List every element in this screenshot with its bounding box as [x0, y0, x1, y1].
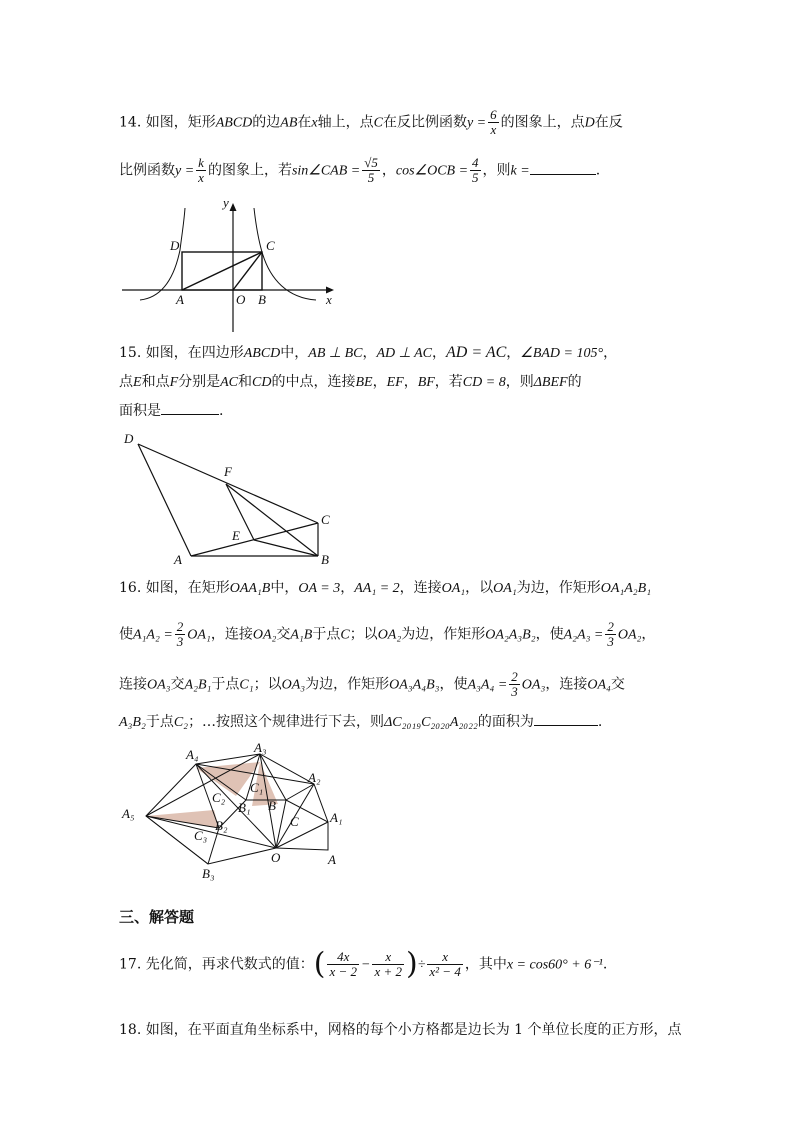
label-A: A — [328, 852, 336, 867]
q14-math: cos∠OCB = — [395, 163, 469, 179]
q16-math: A₃A₄ = — [467, 677, 508, 693]
q17-fraction — [372, 950, 404, 979]
q14-math: C — [373, 115, 383, 131]
q17-math: − — [360, 957, 371, 973]
q16-text: ， — [340, 580, 355, 596]
q16-text: 交 — [170, 676, 185, 693]
q16-math: C — [340, 627, 350, 643]
q16-text: ；以 — [253, 676, 282, 693]
q15-line-3 — [119, 401, 223, 421]
label-C3: C₃ — [194, 828, 208, 843]
label-A5: A₅ — [122, 806, 135, 821]
numerator: 2 — [176, 619, 184, 634]
q16-text: 交 — [610, 676, 625, 693]
q14-number: 14. — [119, 114, 142, 131]
label-B1: B₁ — [238, 800, 251, 815]
q16-text: ，连接 — [210, 626, 253, 643]
q16-math: OA₂ — [377, 627, 402, 643]
q14-math: D — [584, 115, 595, 131]
q16-math: OA₂A₃B₂ — [485, 627, 536, 643]
denominator: x − 2 — [329, 964, 357, 979]
q16-math: A₃B₂ — [119, 715, 146, 730]
label-E: E — [232, 528, 240, 543]
q16-text: ，使 — [535, 626, 564, 643]
answer-blank[interactable] — [530, 174, 596, 175]
label-C: C — [290, 814, 299, 829]
figure-16 — [118, 740, 350, 890]
q14-fraction — [196, 156, 206, 185]
denominator: 3 — [607, 634, 614, 649]
q16-math: OA₂ — [617, 627, 642, 643]
q16-text: 中， — [270, 580, 299, 596]
paren-open: ( — [313, 946, 326, 982]
q16-math: OA₃ — [281, 677, 306, 693]
q14-text: . — [595, 162, 601, 179]
answer-blank[interactable] — [161, 414, 219, 415]
q15-text: ，则 — [505, 374, 534, 390]
q15-text: . — [219, 403, 224, 419]
q14-math: x — [311, 115, 318, 131]
q16-math: ΔC₂₀₁₉C₂₀₂₀A₂₀₂₂ — [384, 715, 478, 730]
q16-line-4 — [119, 712, 602, 733]
label-B: B — [321, 552, 329, 567]
denominator: 3 — [511, 684, 518, 699]
q18-text: 如图，在平面直角坐标系中，网格的每个小方格都是边长为 1 个单位长度的正方形，点 — [145, 1022, 682, 1038]
q14-text: 的图象上，若 — [207, 162, 292, 179]
q16-text: 于点 — [211, 676, 240, 693]
q17-text: . — [602, 956, 608, 973]
label-y: y — [223, 195, 229, 210]
q16-math: OA₃A₄B₃ — [389, 677, 440, 693]
q15-text: 点 — [119, 374, 133, 390]
q15-math: ΔBEF — [533, 375, 568, 390]
q14-text: 轴上，点 — [317, 114, 374, 131]
q15-text: ，若 — [434, 374, 463, 390]
denominator: x + 2 — [374, 964, 402, 979]
label-A: A — [176, 292, 184, 307]
q16-text: ，使 — [439, 676, 468, 693]
numerator: 4x — [327, 950, 359, 965]
q16-math: OA = 3 — [298, 581, 341, 596]
label-A2: A₂ — [308, 770, 321, 785]
q14-text: 在 — [297, 114, 312, 131]
q15-math: ∠BAD = 105° — [520, 346, 604, 361]
label-D: D — [170, 238, 180, 253]
numerator: 2 — [607, 619, 614, 634]
q16-text: 于点 — [145, 714, 174, 730]
q16-text: ；以 — [349, 626, 378, 643]
q14-fraction — [362, 156, 380, 185]
q16-fraction — [509, 670, 520, 699]
q14-text: 在反 — [594, 114, 623, 131]
q14-fraction — [488, 108, 499, 137]
q17-line — [119, 946, 608, 982]
q14-text: 在反比例函数 — [382, 114, 467, 131]
q15-math: CD = 8 — [462, 375, 506, 390]
q15-text: 如图，在四边形 — [145, 345, 244, 361]
q16-math: OA₁ — [187, 627, 211, 643]
q16-math: OA₃ — [521, 677, 546, 693]
q16-line-2 — [119, 620, 655, 649]
q16-math: C₁ — [239, 677, 254, 693]
q14-math: y = — [466, 115, 487, 131]
figure-14 — [118, 194, 340, 336]
numerator: √5 — [364, 155, 378, 170]
denominator: x — [198, 170, 204, 185]
q16-math: OAA₁B — [229, 581, 271, 596]
denominator: x² − 4 — [429, 964, 461, 979]
numerator: x — [372, 950, 404, 965]
q16-fraction — [175, 620, 186, 649]
q14-text: 的图象上，点 — [500, 114, 585, 131]
label-C: C — [266, 238, 275, 253]
q15-text: 的中点，连接 — [271, 374, 356, 390]
q14-fraction — [470, 156, 481, 185]
q15-text: ， — [403, 374, 418, 390]
q16-line-3 — [119, 670, 625, 699]
q14-text: 比例函数 — [119, 162, 175, 179]
q15-math: BE — [355, 375, 373, 390]
label-O: O — [271, 850, 281, 865]
label-C: C — [321, 512, 330, 527]
denominator: 5 — [472, 170, 479, 185]
q16-text: . — [597, 714, 603, 730]
q15-math: AD = AC — [445, 344, 507, 361]
q16-text: 的面积为 — [477, 714, 534, 730]
label-B: B — [268, 798, 276, 813]
q16-text: 交 — [276, 626, 291, 643]
q16-text: 使 — [119, 626, 133, 643]
q16-math: OA₁ — [441, 581, 466, 596]
q17-number: 17. — [119, 956, 142, 973]
label-A4: A₄ — [186, 747, 199, 762]
q17-math: x = cos60° + 6⁻¹ — [506, 957, 603, 973]
q16-line-1 — [119, 578, 651, 599]
q16-fraction — [605, 620, 616, 649]
q14-line-1 — [119, 108, 623, 137]
q15-text: ， — [362, 345, 377, 361]
q16-math: OA₃ — [147, 677, 171, 693]
q16-math: C₂ — [173, 715, 189, 730]
q18-line — [119, 1020, 682, 1040]
q16-math: A₂B₁ — [184, 677, 212, 693]
q15-text: ， — [506, 345, 521, 361]
q16-text: ，以 — [465, 580, 494, 596]
q15-text: 分别是 — [178, 374, 221, 390]
label-C1: C₁ — [250, 780, 264, 795]
denominator: 5 — [367, 170, 375, 185]
label-A1: A₁ — [330, 810, 343, 825]
label-O: O — [236, 292, 246, 307]
q16-text: 于点 — [312, 626, 341, 643]
q16-text: 连接 — [119, 676, 147, 693]
q17-math: ÷ — [417, 957, 426, 973]
q16-math: OA₁ — [493, 581, 517, 596]
label-F: F — [224, 464, 232, 479]
q16-text: ；…按照这个规律进行下去，则 — [188, 714, 385, 730]
label-B2: B₂ — [215, 818, 228, 833]
numerator: 2 — [511, 669, 518, 684]
q14-text: 的边 — [252, 114, 281, 131]
q17-fraction — [327, 950, 359, 979]
q15-math: ABCD — [243, 346, 281, 361]
numerator: 4 — [472, 155, 479, 170]
q16-text: 如图，在矩形 — [145, 580, 230, 596]
label-x: x — [326, 292, 332, 307]
numerator: 6 — [490, 107, 497, 122]
q16-math: OA₁A₂B₁ — [600, 581, 652, 596]
q15-text: ， — [431, 345, 446, 361]
q16-text: ，连接 — [545, 676, 588, 693]
q16-text: 为边，作矩形 — [305, 676, 390, 693]
q15-number: 15. — [119, 345, 142, 361]
q18-number: 18. — [119, 1022, 142, 1038]
q15-text: 和 — [238, 374, 253, 390]
q16-math: OA₄ — [587, 677, 611, 693]
numerator: x — [427, 950, 462, 965]
q17-text: 先化简，再求代数式的值： — [145, 956, 314, 973]
q15-text: 和点 — [141, 374, 170, 390]
q15-math: AD ⊥ AC — [376, 346, 432, 361]
q16-math: AA₁ = 2 — [354, 581, 400, 596]
q15-math: F — [169, 375, 179, 390]
q15-math: CD — [252, 375, 272, 390]
q16-math: A₁A₂ = — [133, 627, 173, 643]
q16-math: A₁B — [290, 627, 313, 643]
q15-text: 的 — [567, 374, 582, 390]
q17-fraction — [427, 950, 462, 979]
q14-math: sin∠CAB = — [291, 163, 361, 179]
q15-math: EF — [386, 375, 404, 390]
q15-text: ， — [603, 345, 618, 361]
q14-text: ， — [381, 162, 396, 179]
q15-text: 面积是 — [119, 403, 161, 419]
q15-text: ， — [372, 374, 387, 390]
q15-math: BF — [417, 375, 435, 390]
denominator: x — [490, 122, 497, 137]
label-B3: B₃ — [202, 866, 215, 881]
q15-math: AB ⊥ BC — [308, 346, 363, 361]
q14-math: AB — [280, 115, 298, 131]
q16-math: A₂A₃ = — [563, 627, 604, 643]
q17-text: ，其中 — [464, 956, 507, 973]
paren-close: ) — [405, 946, 418, 982]
label-C2: C₂ — [212, 790, 226, 805]
q16-math: OA₂ — [252, 627, 277, 643]
q16-text: 为边，作矩形 — [401, 626, 486, 643]
section-heading: 三、解答题 — [119, 908, 195, 926]
label-D: D — [124, 431, 134, 446]
label-A3: A₃ — [254, 740, 267, 755]
q14-math: k = — [510, 163, 530, 179]
q14-math: y = — [175, 163, 195, 179]
q16-number: 16. — [119, 580, 142, 596]
q15-line-1 — [119, 343, 617, 364]
answer-blank[interactable] — [534, 725, 598, 726]
denominator: 3 — [176, 634, 184, 649]
label-B: B — [258, 292, 266, 307]
q16-text: ，连接 — [399, 580, 442, 596]
label-A: A — [174, 552, 182, 567]
figure-15 — [118, 428, 340, 568]
q14-line-2 — [119, 156, 600, 185]
q14-text: 如图，矩形 — [145, 114, 216, 131]
numerator: k — [198, 155, 204, 170]
q16-text: 为边，作矩形 — [516, 580, 601, 596]
q15-math: AC — [220, 375, 239, 390]
q16-text: ， — [641, 626, 656, 643]
q15-line-2 — [119, 372, 582, 393]
q14-math: ABCD — [215, 115, 253, 131]
q14-text: ，则 — [482, 162, 511, 179]
q15-text: 中， — [280, 345, 309, 361]
q15-math: E — [133, 375, 142, 390]
